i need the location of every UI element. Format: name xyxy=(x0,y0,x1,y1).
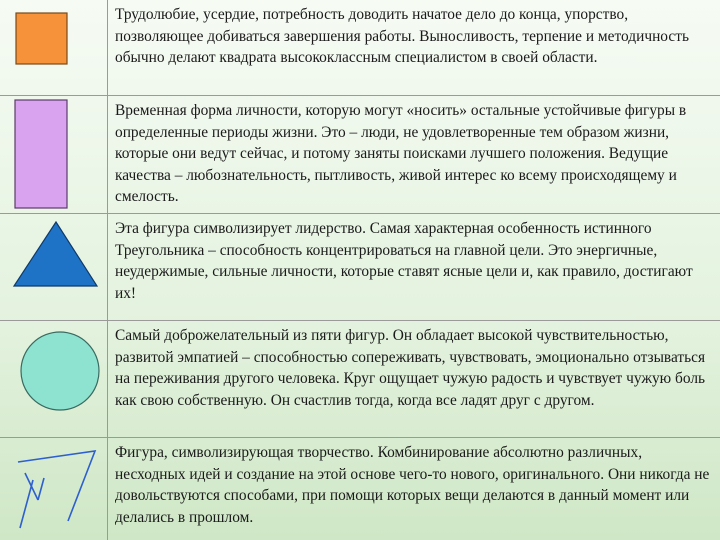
circle-icon xyxy=(0,321,107,437)
shape-cell xyxy=(0,96,108,213)
table-row xyxy=(0,0,720,96)
description-text: Самый доброжелательный из пяти фигур. Он обладает высокой чувствительностью, развитой эмпатией – способностью сопереживать, чувствовать, эмоционально отзываться на переживания другого человека. Круг ощущает чужую радость и чувствует чужую боль как свою собственную. Он счастлив тогда, когда все ладят друг с другом. xyxy=(115,327,706,409)
description-text: Временная форма личности, которую могут «носить» остальные устойчивые фигуры в определенные периоды жизни. Это – люди, не удовлетворенные тем образом жизни, которые они ведут сейчас, и потому заняты поисками лучшего положения. Ведущие качества – любознательность, пытливость, живой интерес ко всему происходящему и смелость. xyxy=(115,102,687,205)
shape-cell xyxy=(0,0,108,95)
description-text: Фигура, символизирующая творчество. Комбинирование абсолютно различных, несходных идей и создание на этой основе чего-то нового, оригинального. Они никогда не довольствуются способами, при помощи которых вещи делаются в данный момент или делались в прошлом. xyxy=(115,444,710,526)
description-text: Эта фигура символизирует лидерство. Самая характерная особенность истинного Треугольника – способность концентрироваться на главной цели. Это энергичные, неудержимые, сильные личности, которые ставят ясные цели и, как правило, достигают их! xyxy=(115,220,693,302)
shape-cell xyxy=(0,438,108,540)
table-row xyxy=(0,96,720,214)
table-row xyxy=(0,321,720,438)
rectangle-icon xyxy=(0,96,107,213)
zigzag-icon xyxy=(0,438,107,540)
shape-cell xyxy=(0,321,108,437)
table-row xyxy=(0,214,720,321)
description-text: Трудолюбие, усердие, потребность доводить начатое дело до конца, упорство, позволяющее добиваться завершения работы. Выносливость, терпение и методичность обычно делают квадрата высококлассным специалистом в своей области. xyxy=(115,6,689,66)
table-row xyxy=(0,438,720,540)
triangle-icon xyxy=(0,214,107,320)
shape-cell xyxy=(0,214,108,320)
square-icon xyxy=(0,0,107,95)
